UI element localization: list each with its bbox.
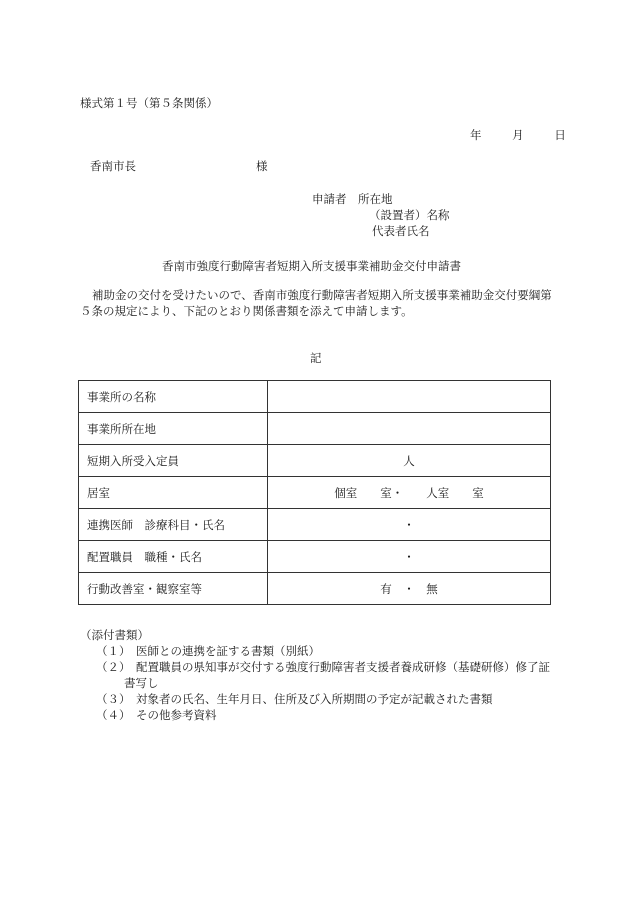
attachment-item [96,643,320,659]
attachment-number: （３） [96,692,131,706]
applicant-name-label: （設置者）名称 [369,208,450,222]
attachment-item [96,691,493,707]
attachment-text: 医師との連携を証する書類（別紙） [136,644,320,658]
addressee-honorific: 様 [256,159,268,173]
table-row [79,445,551,477]
attachment-text-continued: 書写し [124,676,159,690]
date-month: 月 [512,128,524,142]
row-label-rooms: 居室 [79,477,268,509]
attachments-heading: （添付書類） [80,628,149,642]
table-row [79,509,551,541]
document-title: 香南市強度行動障害者短期入所支援事業補助金交付申請書 [162,259,461,273]
table-row [79,381,551,413]
row-value-facility-name [268,381,551,413]
applicant-label: 申請者 [312,192,347,206]
form-number: 様式第１号（第５条関係） [80,96,218,110]
table-row [79,413,551,445]
attachment-item [96,707,217,723]
attachment-text: 配置職員の県知事が交付する強度行動障害者支援者養成研修（基礎研修）修了証 [136,660,550,674]
table-row [79,573,551,605]
date-line [470,127,566,143]
addressee-name: 香南市長 [90,159,136,173]
attachment-number: （１） [96,644,131,658]
table-row [79,541,551,573]
row-value-capacity: 人 [268,445,551,477]
row-label-facility-name: 事業所の名称 [79,381,268,413]
row-value-observation-room: 有 ・ 無 [268,573,551,605]
attachment-text: その他参考資料 [136,708,217,722]
applicant-address-label: 所在地 [358,192,393,206]
attachment-text: 対象者の氏名、生年月日、住所及び入所期間の予定が記載された書類 [136,692,493,706]
table-row [79,477,551,509]
date-year: 年 [470,128,482,142]
row-label-facility-address: 事業所所在地 [79,413,268,445]
row-label-capacity: 短期入所受入定員 [79,445,268,477]
row-value-doctor: ・ [268,509,551,541]
attachment-number: （２） [96,660,131,674]
application-table [78,380,551,605]
attachment-item [96,659,550,675]
row-value-staff: ・ [268,541,551,573]
row-value-facility-address [268,413,551,445]
body-paragraph: 補助金の交付を受けたいので、香南市強度行動障害者短期入所支援事業補助金交付要綱第５条の規定により、下記のとおり関係書類を添えて申請します。 [80,288,552,318]
row-label-staff: 配置職員 職種・氏名 [79,541,268,573]
applicant-rep-label: 代表者氏名 [372,224,430,238]
row-label-doctor: 連携医師 診療科目・氏名 [79,509,268,541]
row-value-rooms: 個室 室・ 人室 室 [268,477,551,509]
row-label-observation-room: 行動改善室・観察室等 [79,573,268,605]
date-day: 日 [554,128,566,142]
attachment-number: （４） [96,708,131,722]
ki-heading: 記 [310,351,322,365]
